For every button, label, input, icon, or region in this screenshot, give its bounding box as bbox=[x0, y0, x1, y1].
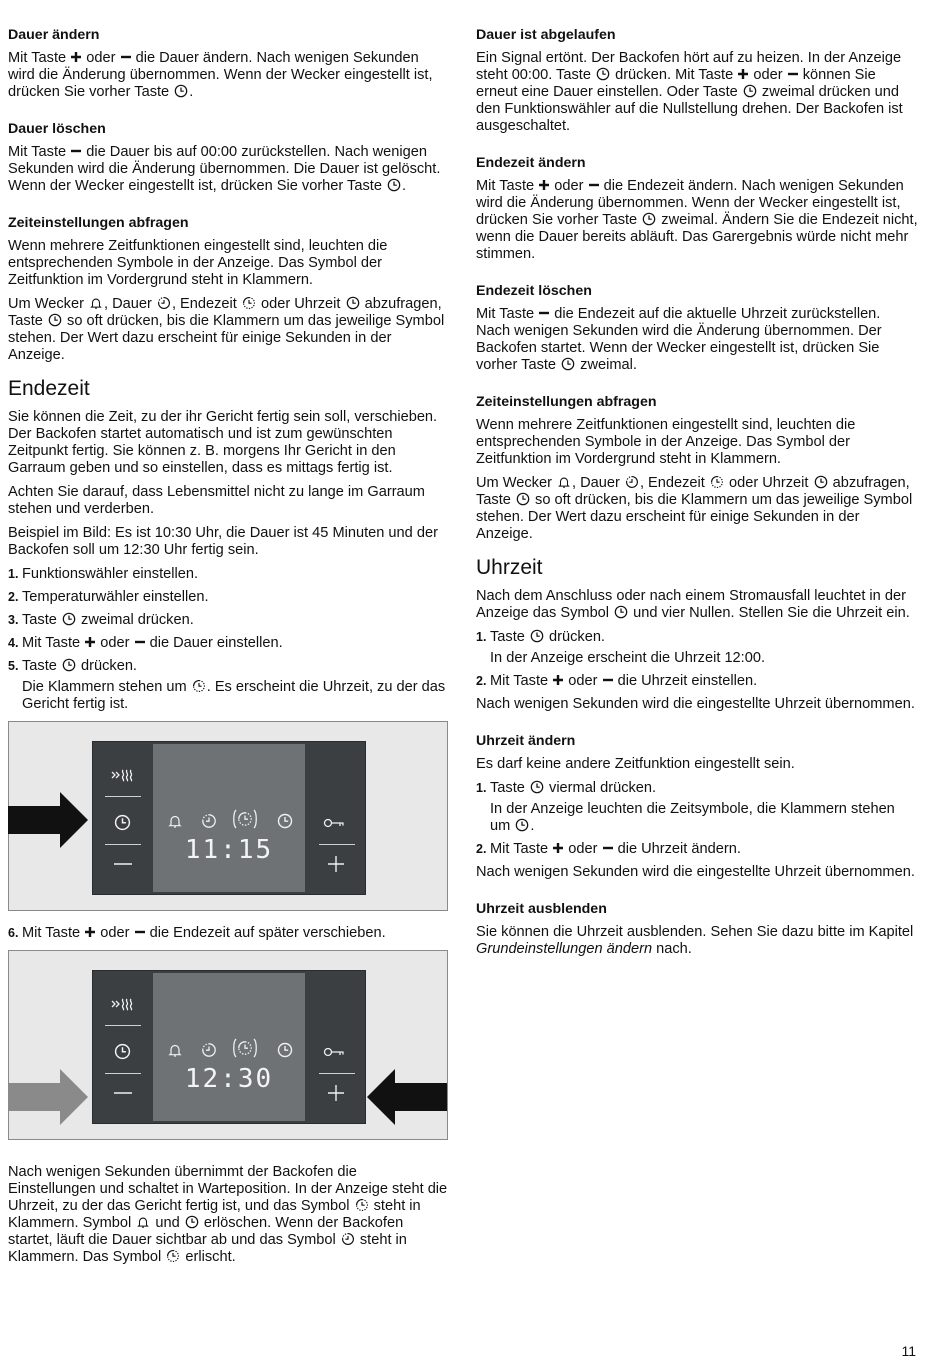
paragraph-dauer-aendern: Mit Taste oder die Dauer ändern. Nach wenigen Sekunden wird die Änderung übernommen. Wenn der Wecker eingestellt ist, drücken Sie vorher Taste . bbox=[8, 50, 433, 100]
paragraph-uhrzeit-2: Nach wenigen Sekunden wird die eingestellte Uhrzeit übernommen. bbox=[476, 696, 915, 712]
list-item: 3. Taste zweimal drücken. bbox=[8, 612, 194, 628]
clock-icon bbox=[743, 84, 757, 98]
bell-icon bbox=[89, 296, 103, 310]
clock-icon bbox=[174, 84, 188, 98]
plus-icon bbox=[737, 68, 749, 80]
duration-icon bbox=[201, 1042, 217, 1058]
heading-dauer-loeschen: Dauer löschen bbox=[8, 121, 106, 137]
paragraph-endezeit-loeschen: Mit Taste die Endezeit auf die aktuelle Uhrzeit zurückstellen. Nach wenigen Sekunden wird die Änderung übernommen. Der Backofen startet. Wenn der Wecker eingestellt ist, drücken Sie vorher Taste zweimal. bbox=[476, 306, 882, 373]
bell-icon bbox=[167, 1042, 183, 1058]
left-column bbox=[8, 22, 448, 1273]
duration-icon bbox=[341, 1232, 355, 1246]
display-time: 11:15 bbox=[184, 835, 274, 865]
heating-mode-icon bbox=[110, 997, 136, 1011]
minus-icon bbox=[602, 842, 614, 854]
paragraph-zeit-abfragen-1: Wenn mehrere Zeitfunktionen eingestellt sind, leuchten die entsprechenden Symbole in der Anzeige. Das Symbol der Zeitfunktion im Vordergrund steht in Klammern. bbox=[476, 417, 856, 467]
clock-icon bbox=[277, 1042, 293, 1058]
plus-icon bbox=[84, 636, 96, 648]
heading-dauer-abgelaufen: Dauer ist abgelaufen bbox=[476, 27, 616, 43]
clock-icon bbox=[62, 612, 76, 626]
oven-panel-figure-1 bbox=[8, 721, 448, 911]
heading-endezeit: Endezeit bbox=[8, 377, 90, 400]
minus-icon bbox=[602, 674, 614, 686]
paragraph-zeit-abfragen-2: Um Wecker , Dauer , Endezeit oder Uhrzeit abzufragen, Taste so oft drücken, bis die Klammern um das jeweilige Symbol stehen. Der Wert dazu erscheint für einige Sekunden in der Anzeige. bbox=[8, 296, 445, 363]
heading-zeiteinstellungen-abfragen: Zeiteinstellungen abfragen bbox=[476, 394, 657, 410]
heading-uhrzeit-ausblenden: Uhrzeit ausblenden bbox=[476, 901, 607, 917]
paragraph-zeit-abfragen-2: Um Wecker , Dauer , Endezeit oder Uhrzeit abzufragen, Taste so oft drücken, bis die Klammern um das jeweilige Symbol stehen. Der Wert dazu erscheint für einige Sekunden in der Anzeige. bbox=[476, 475, 913, 542]
clock-icon bbox=[346, 296, 360, 310]
list-item: 1. Taste viermal drücken. In der Anzeige leuchten die Zeitsymbole, die Klammern stehen um . bbox=[476, 780, 895, 834]
clock-icon bbox=[614, 605, 628, 619]
paragraph-dauer-loeschen: Mit Taste die Dauer bis auf 00:00 zurückstellen. Nach wenigen Sekunden wird die Änderung übernommen. Die Dauer ist gelöscht. Wenn der Wecker eingestellt ist, drücken Sie vorher Taste . bbox=[8, 144, 441, 194]
minus-icon bbox=[787, 68, 799, 80]
bell-icon bbox=[167, 813, 183, 829]
clock-icon bbox=[62, 658, 76, 672]
key-lock-icon[interactable] bbox=[323, 816, 345, 828]
end-time-bracket-icon bbox=[232, 808, 258, 830]
minus-icon bbox=[134, 926, 146, 938]
endezeit-steps-continued bbox=[8, 925, 448, 942]
paragraph-uhrzeit-1: Nach dem Anschluss oder nach einem Stromausfall leuchtet in der Anzeige das Symbol und vier Nullen. Stellen Sie die Uhrzeit ein. bbox=[476, 588, 910, 621]
minus-icon bbox=[70, 145, 82, 157]
heating-mode-icon bbox=[110, 768, 136, 782]
paragraph-uhrzeit-ausblenden: Sie können die Uhrzeit ausblenden. Sehen Sie dazu bitte im Kapitel Grundeinstellungen ändern nach. bbox=[476, 924, 914, 957]
paragraph-endezeit-2: Achten Sie darauf, dass Lebensmittel nicht zu lange im Garraum stehen und verderben. bbox=[8, 484, 425, 517]
plus-icon bbox=[70, 51, 82, 63]
end-time-icon bbox=[710, 475, 724, 489]
minus-button-icon[interactable] bbox=[113, 1086, 133, 1098]
end-time-bracket-icon bbox=[232, 1037, 258, 1059]
endezeit-steps bbox=[8, 566, 448, 713]
plus-button-icon[interactable] bbox=[327, 855, 345, 873]
list-item: 1. Funktionswähler einstellen. bbox=[8, 566, 199, 582]
clock-button-icon[interactable] bbox=[114, 1043, 131, 1060]
clock-icon bbox=[642, 212, 656, 226]
minus-icon bbox=[120, 51, 132, 63]
oven-control-panel bbox=[92, 741, 366, 895]
duration-icon bbox=[625, 475, 639, 489]
heading-uhrzeit-aendern: Uhrzeit ändern bbox=[476, 733, 576, 749]
clock-icon bbox=[516, 492, 530, 506]
clock-icon bbox=[515, 818, 529, 832]
minus-button-icon[interactable] bbox=[113, 857, 133, 869]
right-column bbox=[476, 22, 918, 965]
plus-icon bbox=[84, 926, 96, 938]
display-screen bbox=[153, 744, 305, 892]
list-item: 4. Mit Taste oder die Dauer einstellen. bbox=[8, 635, 283, 651]
duration-icon bbox=[157, 296, 171, 310]
list-item: 6. Mit Taste oder die Endezeit auf später verschieben. bbox=[8, 925, 386, 941]
minus-icon bbox=[538, 307, 550, 319]
heading-zeiteinstellungen-abfragen: Zeiteinstellungen abfragen bbox=[8, 215, 189, 231]
plus-icon bbox=[552, 842, 564, 854]
clock-icon bbox=[596, 67, 610, 81]
paragraph-zeit-abfragen-1: Wenn mehrere Zeitfunktionen eingestellt sind, leuchten die entsprechenden Symbole in der Anzeige. Das Symbol der Zeitfunktion im Vordergrund steht in Klammern. bbox=[8, 238, 388, 288]
clock-icon bbox=[277, 813, 293, 829]
clock-icon bbox=[185, 1215, 199, 1229]
plus-button-icon[interactable] bbox=[327, 1084, 345, 1102]
heading-endezeit-loeschen: Endezeit löschen bbox=[476, 283, 592, 299]
oven-panel-figure-2 bbox=[8, 950, 448, 1140]
clock-button-icon[interactable] bbox=[114, 814, 131, 831]
clock-icon bbox=[530, 629, 544, 643]
key-lock-icon[interactable] bbox=[323, 1045, 345, 1057]
paragraph-uhrzeit-aendern-1: Es darf keine andere Zeitfunktion eingestellt sein. bbox=[476, 756, 795, 772]
end-time-icon bbox=[192, 679, 206, 693]
paragraph-endezeit-3: Beispiel im Bild: Es ist 10:30 Uhr, die Dauer ist 45 Minuten und der Backofen soll um 12:30 Uhr fertig sein. bbox=[8, 525, 438, 558]
heading-dauer-aendern: Dauer ändern bbox=[8, 27, 100, 43]
list-item: 2. Mit Taste oder die Uhrzeit einstellen. bbox=[476, 673, 758, 689]
heading-uhrzeit: Uhrzeit bbox=[476, 556, 543, 579]
end-time-icon bbox=[242, 296, 256, 310]
paragraph-endezeit-after: Nach wenigen Sekunden übernimmt der Backofen die Einstellungen und schaltet in Warteposition. In der Anzeige steht die Uhrzeit, zu der das Gericht fertig ist, und das Symbol steht in Klammern. Symbol und erlöschen. Wenn der Backofen startet, läuft die Dauer sichtbar ab und das Symbol steht in Klammern. Das Symbol erlischt. bbox=[8, 1164, 448, 1265]
bell-icon bbox=[136, 1215, 150, 1229]
paragraph-endezeit-1: Sie können die Zeit, zu der ihr Gericht fertig sein soll, verschieben. Der Backofen startet automatisch und ist zum gewünschten Zeitpunkt fertig. Sie können z. B. morgens Ihr Gericht in den Garraum geben und so einstellen, dass es mittags fertig ist. bbox=[8, 409, 438, 476]
clock-icon bbox=[561, 357, 575, 371]
clock-icon bbox=[814, 475, 828, 489]
display-time: 12:30 bbox=[184, 1064, 274, 1094]
list-item: 5. Taste drücken. Die Klammern stehen um . Es erscheint die Uhrzeit, zu der das Gericht fertig ist. bbox=[8, 658, 446, 712]
list-item: 2. Mit Taste oder die Uhrzeit ändern. bbox=[476, 841, 741, 857]
display-screen bbox=[153, 973, 305, 1121]
uhrzeit-steps bbox=[476, 629, 918, 690]
end-time-icon bbox=[166, 1249, 180, 1263]
list-item: 2. Temperaturwähler einstellen. bbox=[8, 589, 209, 605]
minus-icon bbox=[588, 179, 600, 191]
plus-icon bbox=[538, 179, 550, 191]
bell-icon bbox=[557, 475, 571, 489]
oven-control-panel bbox=[92, 970, 366, 1124]
duration-icon bbox=[201, 813, 217, 829]
page-number: 11 bbox=[901, 1343, 916, 1359]
clock-icon bbox=[530, 780, 544, 794]
uhrzeit-aendern-steps bbox=[476, 780, 918, 858]
clock-icon bbox=[387, 178, 401, 192]
heading-endezeit-aendern: Endezeit ändern bbox=[476, 155, 586, 171]
paragraph-dauer-abgelaufen: Ein Signal ertönt. Der Backofen hört auf zu heizen. In der Anzeige steht 00:00. Taste drücken. Mit Taste oder können Sie erneut eine Dauer einstellen. Oder Taste zweimal drücken und den Funktionswähler auf die Nullstellung drehen. Der Backofen ist ausgeschaltet. bbox=[476, 50, 903, 134]
clock-icon bbox=[48, 313, 62, 327]
list-item: 1. Taste drücken. In der Anzeige erscheint die Uhrzeit 12:00. bbox=[476, 629, 766, 666]
paragraph-uhrzeit-aendern-2: Nach wenigen Sekunden wird die eingestellte Uhrzeit übernommen. bbox=[476, 864, 915, 880]
paragraph-endezeit-aendern: Mit Taste oder die Endezeit ändern. Nach wenigen Sekunden wird die Änderung übernommen. Wenn der Wecker eingestellt ist, drücken Sie vorher Taste zweimal. Ändern Sie die Endezeit nicht, wenn die Dauer bereits abläuft. Das Garergebnis würde nicht mehr stimmen. bbox=[476, 178, 918, 262]
plus-icon bbox=[552, 674, 564, 686]
end-time-icon bbox=[355, 1198, 369, 1212]
minus-icon bbox=[134, 636, 146, 648]
